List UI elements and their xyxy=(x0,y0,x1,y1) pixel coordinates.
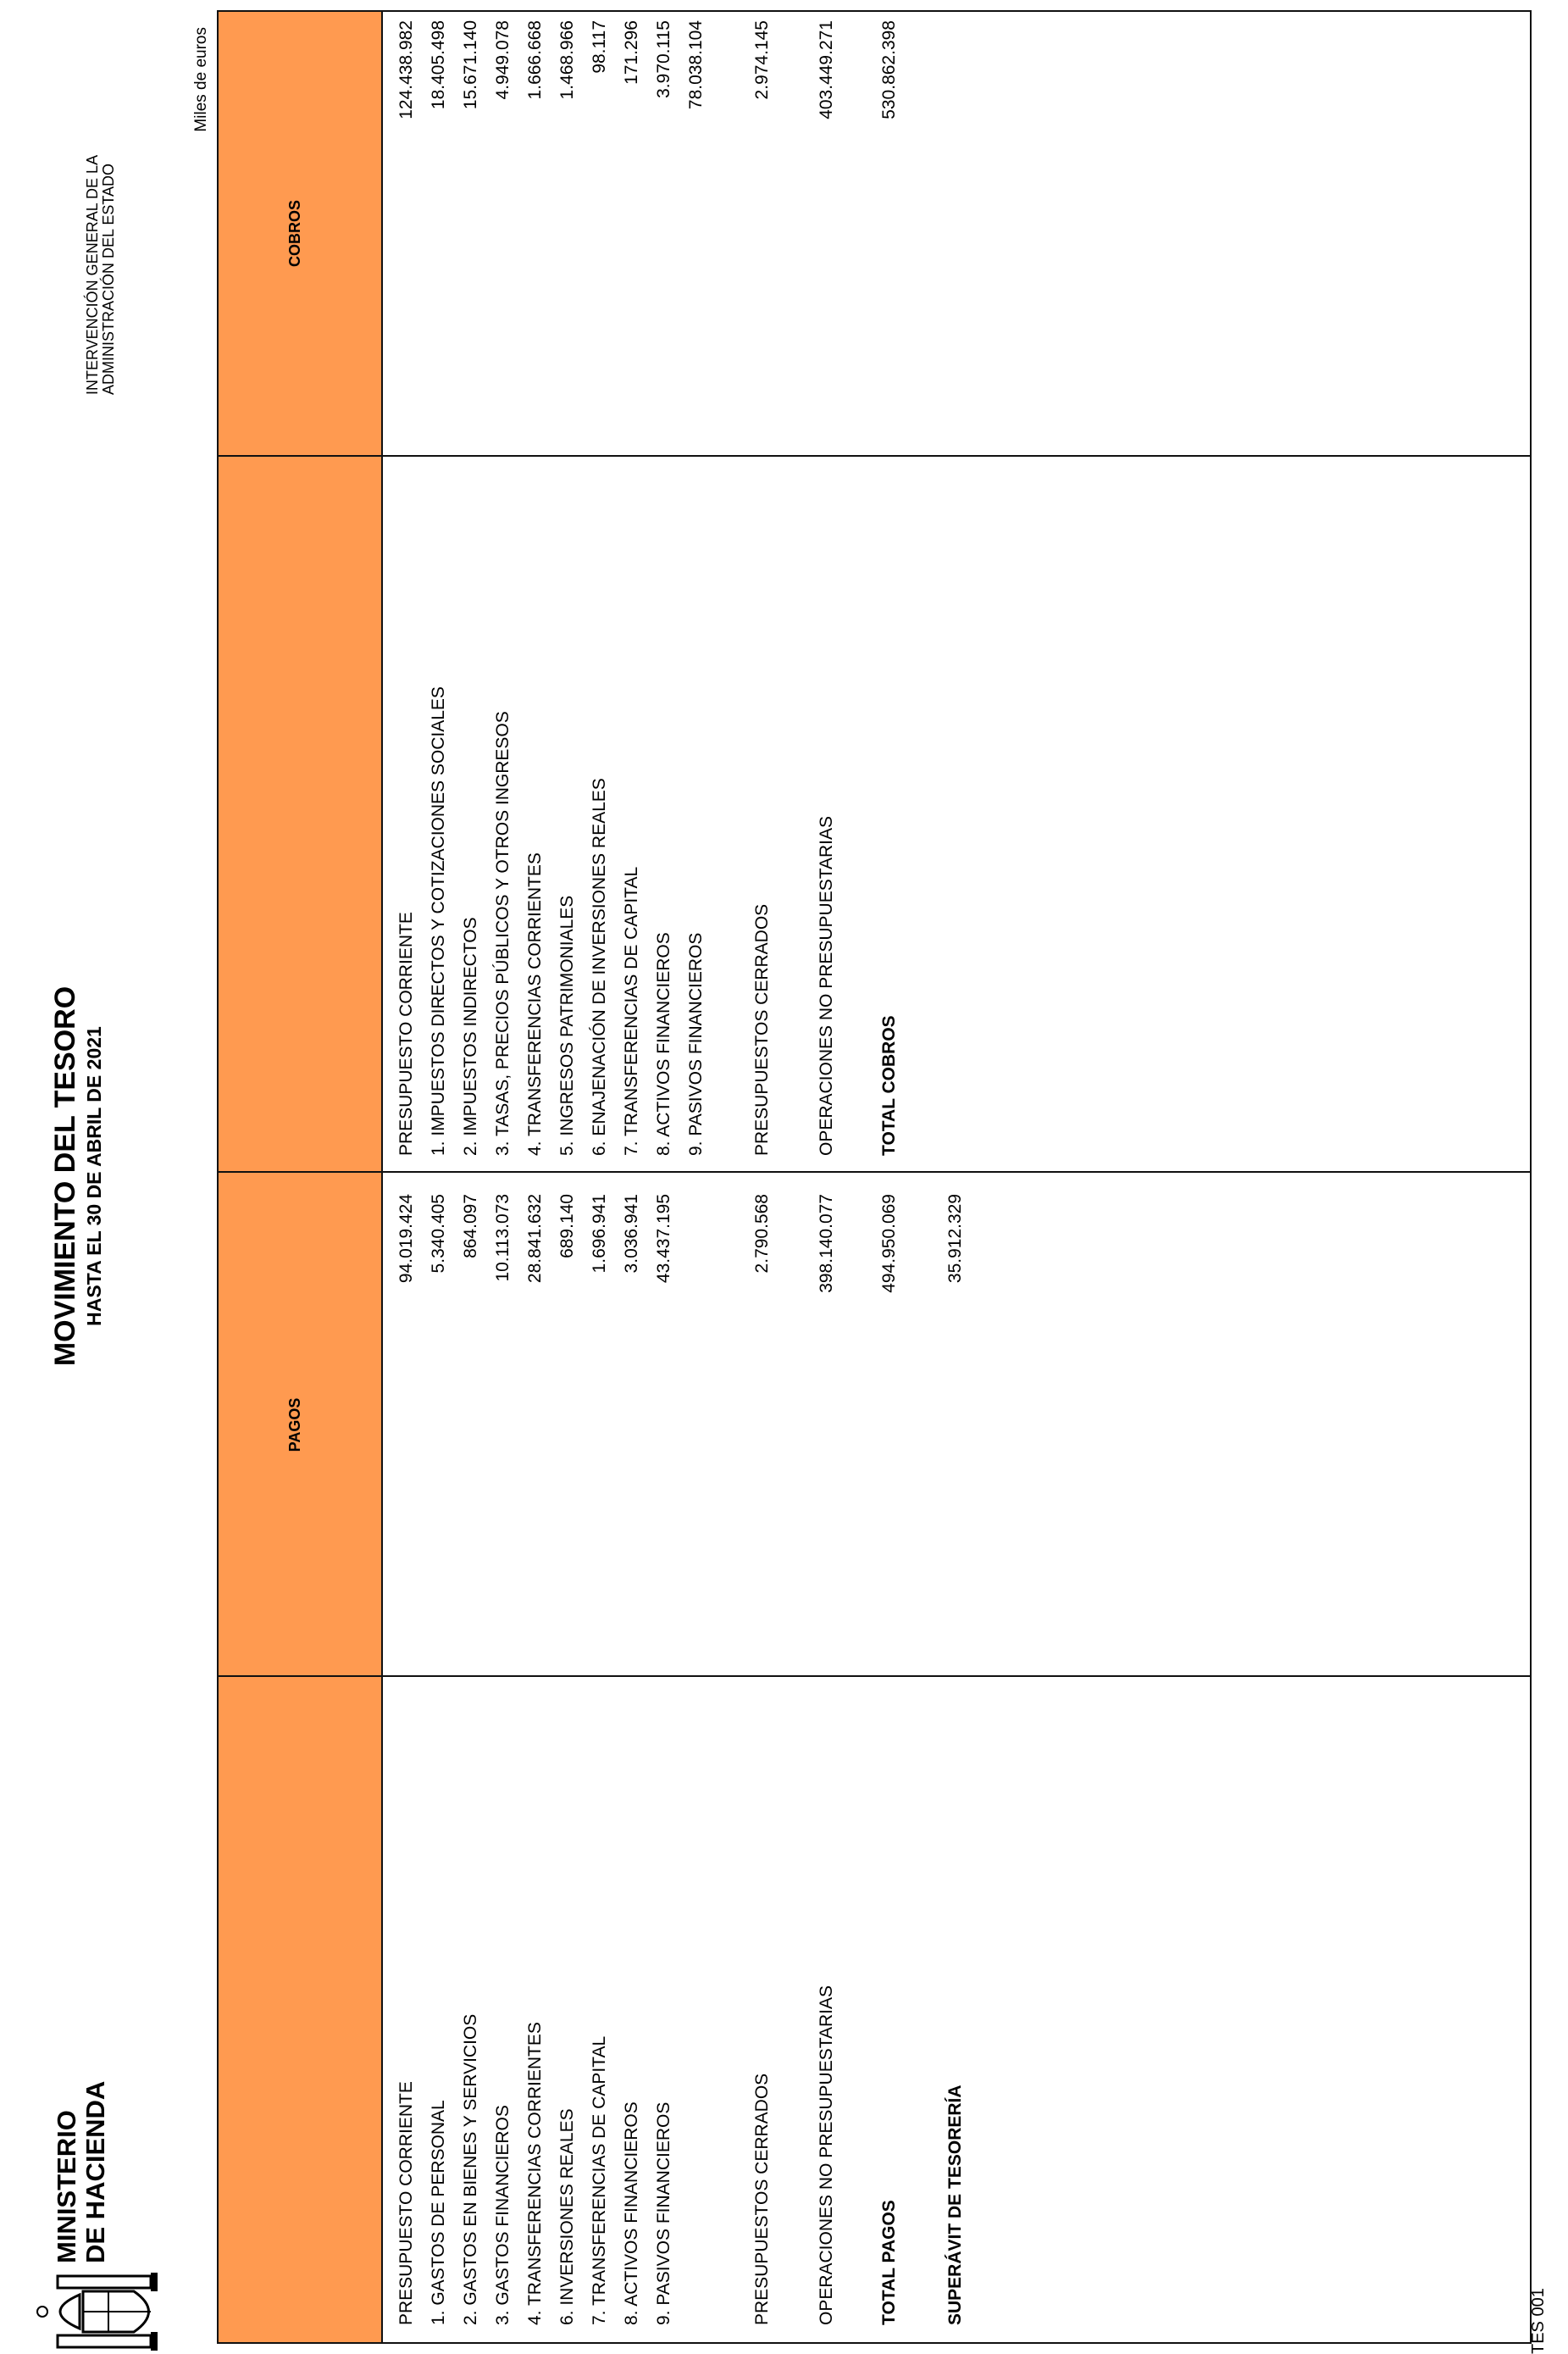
column-divider xyxy=(219,1675,1530,1677)
pagos-value: 1.696.941 xyxy=(590,1194,609,1274)
total-cobros-label: TOTAL COBROS xyxy=(879,1015,899,1156)
cobros-label: 5. INGRESOS PATRIMONIALES xyxy=(557,895,577,1156)
cobros-value: 403.449.271 xyxy=(817,20,836,119)
cobros-label: 2. IMPUESTOS INDIRECTOS xyxy=(461,917,480,1156)
cobros-label: 3. TASAS, PRECIOS PÚBLICOS Y OTROS INGRESOS xyxy=(493,711,513,1156)
pagos-label: 1. GASTOS DE PERSONAL xyxy=(429,2100,448,2325)
superavit-value: 35.912.329 xyxy=(945,1194,965,1284)
pagos-label: 4. TRANSFERENCIAS CORRIENTES xyxy=(525,2022,545,2325)
pagos-label: 8. ACTIVOS FINANCIEROS xyxy=(622,2101,641,2325)
cobros-label: 6. ENAJENACIÓN DE INVERSIONES REALES xyxy=(590,778,609,1156)
cobros-value: 78.038.104 xyxy=(686,20,706,110)
page-title: MOVIMIENTO DEL TESORO xyxy=(49,985,81,1367)
ministry-line-1: MINISTERIO xyxy=(52,2110,81,2263)
ministry-line-2: DE HACIENDA xyxy=(80,2080,110,2263)
cobros-value: 15.671.140 xyxy=(461,20,480,110)
total-pagos-value: 494.950.069 xyxy=(879,1194,899,1293)
intervention-name xyxy=(85,155,117,395)
column-divider xyxy=(219,1171,1530,1173)
pagos-label: PRESUPUESTO CORRIENTE xyxy=(396,2081,416,2325)
pagos-label: 9. PASIVOS FINANCIEROS xyxy=(654,2101,673,2325)
pagos-value: 864.097 xyxy=(461,1194,480,1258)
pagos-label: 2. GASTOS EN BIENES Y SERVICIOS xyxy=(461,2013,480,2325)
cobros-value: 98.117 xyxy=(590,20,609,74)
pagos-value: 689.140 xyxy=(557,1194,577,1258)
document-code: TES 001 xyxy=(1529,2288,1548,2354)
cobros-value: 3.970.115 xyxy=(654,20,673,98)
cobros-value: 124.438.982 xyxy=(396,20,416,119)
total-cobros-value: 530.862.398 xyxy=(879,20,899,119)
cobros-value: 1.666.668 xyxy=(525,20,545,100)
cobros-value: 4.949.078 xyxy=(493,20,513,100)
pagos-column-header: PAGOS xyxy=(286,1397,303,1452)
cobros-value: 18.405.498 xyxy=(429,20,448,110)
intervention-line-1: INTERVENCIÓN GENERAL DE LA xyxy=(84,154,101,395)
column-divider xyxy=(219,455,1530,457)
cobros-label: 1. IMPUESTOS DIRECTOS Y COTIZACIONES SOCIALES xyxy=(429,686,448,1156)
pagos-value: 43.437.195 xyxy=(654,1194,673,1284)
total-pagos-label: TOTAL PAGOS xyxy=(879,2200,899,2325)
pagos-value: 10.113.073 xyxy=(493,1194,513,1282)
cobros-value: 2.974.145 xyxy=(752,20,772,100)
cobros-column-header: COBROS xyxy=(286,200,303,268)
pagos-value: 398.140.077 xyxy=(817,1194,836,1293)
pagos-value: 5.340.405 xyxy=(429,1194,448,1274)
cobros-label: 7. TRANSFERENCIAS DE CAPITAL xyxy=(622,866,641,1156)
cobros-label: 4. TRANSFERENCIAS CORRIENTES xyxy=(525,852,545,1156)
pagos-label: PRESUPUESTOS CERRADOS xyxy=(752,2073,772,2325)
cobros-value: 171.296 xyxy=(622,20,641,85)
units-label: Miles de euros xyxy=(192,27,210,132)
pagos-label: 6. INVERSIONES REALES xyxy=(557,2108,577,2325)
cobros-label: PRESUPUESTOS CERRADOS xyxy=(752,903,772,1156)
pagos-value: 2.790.568 xyxy=(752,1194,772,1274)
pagos-label: OPERACIONES NO PRESUPUESTARIAS xyxy=(817,1985,836,2325)
cobros-label: 9. PASIVOS FINANCIEROS xyxy=(686,932,706,1156)
intervention-line-2: ADMINISTRACIÓN DEL ESTADO xyxy=(100,163,117,395)
treasury-table xyxy=(217,10,1532,2344)
page-subtitle: HASTA EL 30 DE ABRIL DE 2021 xyxy=(83,1026,105,1326)
cobros-value: 1.468.966 xyxy=(557,20,577,100)
pagos-value: 94.019.424 xyxy=(396,1194,416,1284)
pagos-value: 3.036.941 xyxy=(622,1194,641,1274)
superavit-label: SUPERÁVIT DE TESORERÍA xyxy=(945,2085,965,2325)
header-divider xyxy=(381,12,383,2342)
cobros-label: PRESUPUESTO CORRIENTE xyxy=(396,912,416,1156)
pagos-value: 28.841.632 xyxy=(525,1194,545,1284)
cobros-label: 8. ACTIVOS FINANCIEROS xyxy=(654,932,673,1156)
cobros-label: OPERACIONES NO PRESUPUESTARIAS xyxy=(817,815,836,1156)
pagos-label: 7. TRANSFERENCIAS DE CAPITAL xyxy=(590,2035,609,2325)
pagos-label: 3. GASTOS FINANCIEROS xyxy=(493,2105,513,2325)
